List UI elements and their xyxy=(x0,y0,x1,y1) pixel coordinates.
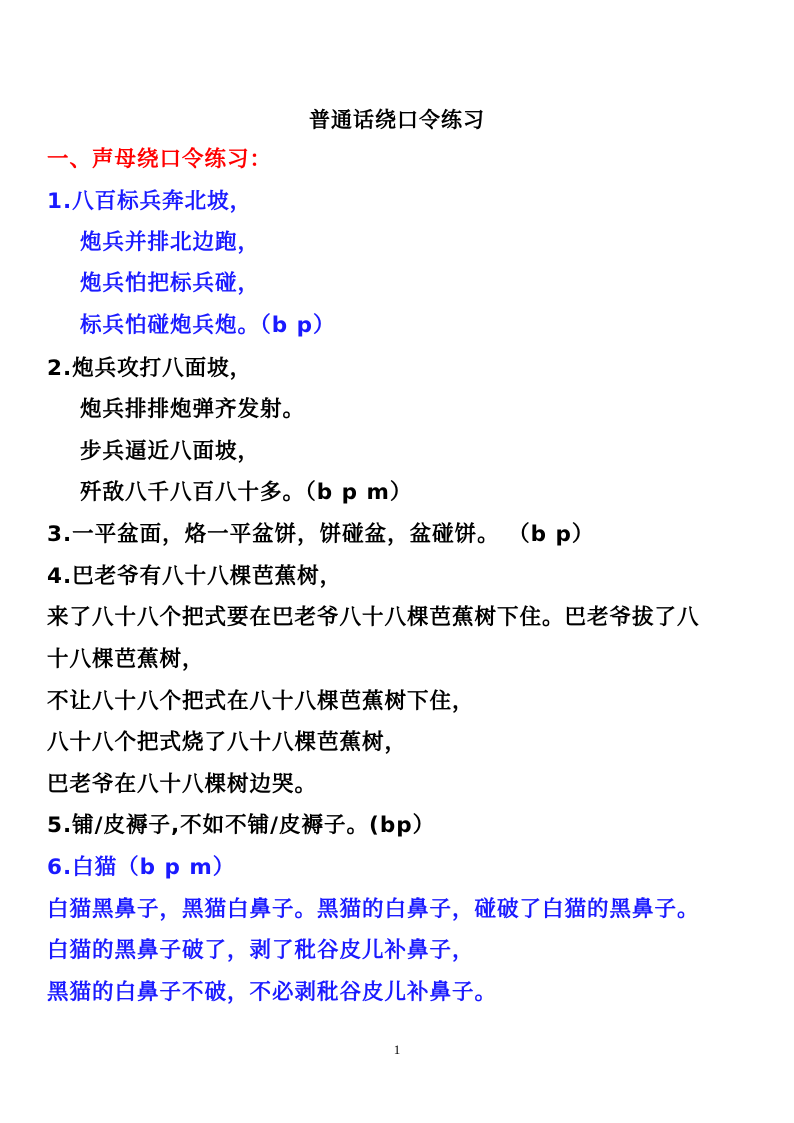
item1-line3: 炮兵怕把标兵碰， xyxy=(80,271,261,296)
item2-line4: 歼敌八千八百八十多。（b p m） xyxy=(80,480,413,505)
section-heading: 一、声母绕口令练习： xyxy=(47,147,273,172)
item2-line2: 炮兵排排炮弹齐发射。 xyxy=(80,397,306,422)
item2-line1: 2.炮兵攻打八面坡， xyxy=(47,356,253,381)
item6-line4: 黑猫的白鼻子不破，不必剥秕谷皮儿补鼻子。 xyxy=(47,980,498,1005)
item1-line4: 标兵怕碰炮兵炮。（b p） xyxy=(80,313,336,338)
item4-line6: 巴老爷在八十八棵树边哭。 xyxy=(47,772,318,797)
item6-line3: 白猫的黑鼻子破了，剥了秕谷皮儿补鼻子， xyxy=(47,938,475,963)
page-title: 普通话绕口令练习 xyxy=(309,108,485,132)
item1-line1: 1.八百标兵奔北坡， xyxy=(47,189,253,214)
item3-line1: 3.一平盆面，烙一平盆饼，饼碰盆，盆碰饼。 （b p） xyxy=(47,522,595,547)
item6-line2: 白猫黑鼻子，黑猫白鼻子。黑猫的白鼻子，碰破了白猫的黑鼻子。 xyxy=(47,897,700,922)
item6-line1: 6.白猫（b p m） xyxy=(47,855,236,880)
item4-line5: 八十八个把式烧了八十八棵芭蕉树， xyxy=(47,730,408,755)
item4-line1: 4.巴老爷有八十八棵芭蕉树， xyxy=(47,564,343,589)
item4-line4: 不让八十八个把式在八十八棵芭蕉树下住， xyxy=(47,689,475,714)
item1-line2: 炮兵并排北边跑， xyxy=(80,230,261,255)
item2-line3: 步兵逼近八面坡， xyxy=(80,439,261,464)
item4-line2: 来了八十八个把式要在巴老爷八十八棵芭蕉树下住。巴老爷拔了八 xyxy=(47,605,700,630)
item4-line3: 十八棵芭蕉树， xyxy=(47,647,205,672)
page-number: 1 xyxy=(393,1042,401,1057)
item5-line1: 5.铺/皮褥子,不如不铺/皮褥子。(bp） xyxy=(47,813,436,838)
